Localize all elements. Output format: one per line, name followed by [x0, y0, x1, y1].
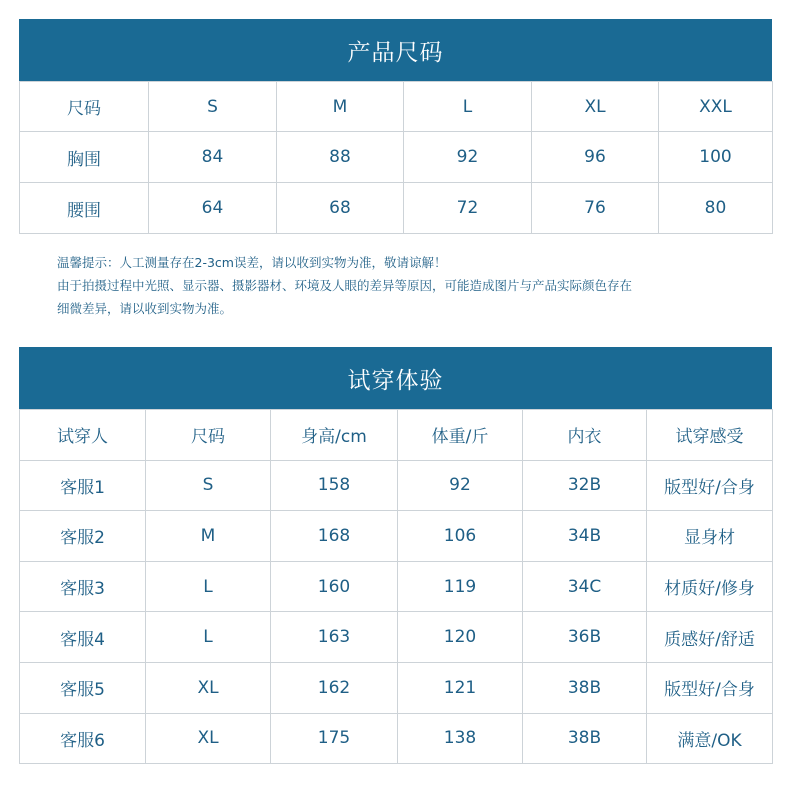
table-cell: 68 [277, 183, 404, 234]
table-cell: XL [146, 662, 271, 713]
table-cell: 64 [149, 183, 277, 234]
fit-header-cell: 内衣 [523, 410, 647, 461]
table-cell: 80 [659, 183, 773, 234]
table-cell: 客服3 [20, 561, 146, 612]
table-cell: 162 [271, 662, 398, 713]
fit-section-title-banner [19, 347, 772, 409]
table-cell: 92 [398, 460, 523, 511]
size-header-cell: S [149, 82, 277, 132]
size-header-row [20, 82, 773, 132]
table-cell: 158 [271, 460, 398, 511]
table-cell: 版型好/合身 [647, 460, 773, 511]
fit-experience-table [19, 409, 773, 764]
table-cell: 质感好/舒适 [647, 612, 773, 663]
note-line-3: 细微差异，请以收到实物为准。 [57, 301, 233, 316]
fit-header-cell: 尺码 [146, 410, 271, 461]
table-cell: 168 [271, 511, 398, 562]
table-cell: 客服1 [20, 460, 146, 511]
size-chart-table [19, 81, 773, 234]
table-row [20, 713, 773, 764]
fit-header-row [20, 410, 773, 461]
size-header-cell: XXL [659, 82, 773, 132]
table-cell: 84 [149, 132, 277, 183]
table-cell: 32B [523, 460, 647, 511]
table-cell: 120 [398, 612, 523, 663]
table-cell: 119 [398, 561, 523, 612]
table-cell: 96 [532, 132, 659, 183]
table-cell: 100 [659, 132, 773, 183]
table-cell: 34B [523, 511, 647, 562]
table-cell: 76 [532, 183, 659, 234]
table-cell: 92 [404, 132, 532, 183]
table-cell: M [146, 511, 271, 562]
table-cell: 显身材 [647, 511, 773, 562]
table-cell: S [146, 460, 271, 511]
row-label: 胸围 [20, 132, 149, 183]
table-cell: 版型好/合身 [647, 662, 773, 713]
table-row [20, 132, 773, 183]
table-cell: 121 [398, 662, 523, 713]
table-row [20, 183, 773, 234]
fit-header-cell: 体重/斤 [398, 410, 523, 461]
size-chart-title-banner [19, 19, 772, 81]
size-header-cell: XL [532, 82, 659, 132]
table-cell: 138 [398, 713, 523, 764]
note-line-2: 由于拍摄过程中光照、显示器、摄影器材、环境及人眼的差异等原因，可能造成图片与产品实际颜色存在 [57, 278, 633, 293]
table-cell: 客服6 [20, 713, 146, 764]
table-row [20, 561, 773, 612]
fit-header-cell: 试穿感受 [647, 410, 773, 461]
table-cell: 175 [271, 713, 398, 764]
fit-section-title: 试穿体验 [347, 367, 444, 394]
table-cell: L [146, 612, 271, 663]
table-cell: L [146, 561, 271, 612]
table-cell: 材质好/修身 [647, 561, 773, 612]
table-cell: 满意/OK [647, 713, 773, 764]
fit-header-cell: 试穿人 [20, 410, 146, 461]
table-cell: XL [146, 713, 271, 764]
row-label: 腰围 [20, 183, 149, 234]
size-chart-title: 产品尺码 [347, 39, 444, 66]
table-cell: 106 [398, 511, 523, 562]
size-header-label: 尺码 [20, 82, 149, 132]
table-row [20, 460, 773, 511]
table-cell: 客服2 [20, 511, 146, 562]
fit-header-cell: 身高/cm [271, 410, 398, 461]
table-cell: 38B [523, 713, 647, 764]
table-cell: 163 [271, 612, 398, 663]
table-cell: 36B [523, 612, 647, 663]
size-header-cell: L [404, 82, 532, 132]
table-cell: 88 [277, 132, 404, 183]
table-cell: 160 [271, 561, 398, 612]
table-cell: 72 [404, 183, 532, 234]
table-row [20, 511, 773, 562]
table-cell: 客服4 [20, 612, 146, 663]
table-cell: 客服5 [20, 662, 146, 713]
note-line-1: 温馨提示：人工测量存在2-3cm误差，请以收到实物为准，敬请谅解！ [57, 255, 447, 270]
table-row [20, 662, 773, 713]
table-row [20, 612, 773, 663]
size-header-cell: M [277, 82, 404, 132]
table-cell: 38B [523, 662, 647, 713]
table-cell: 34C [523, 561, 647, 612]
